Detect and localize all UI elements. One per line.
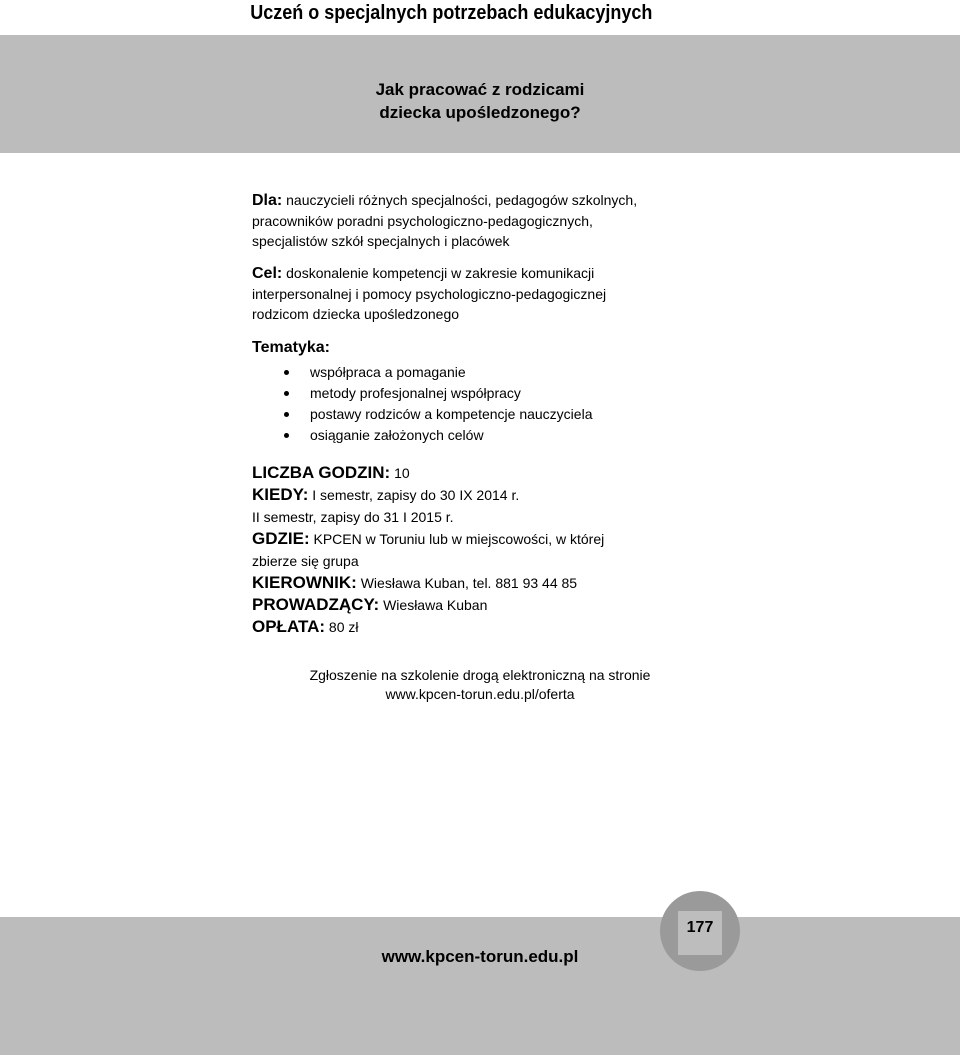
course-title-line-2: dziecka upośledzonego? xyxy=(379,103,581,122)
topics-section xyxy=(252,336,722,446)
registration-text: Zgłoszenie na szkolenie drogą elektroniczną na stronie xyxy=(309,667,651,683)
when-value-2: II semestr, zapisy do 31 I 2015 r. xyxy=(252,509,454,525)
when-value-1: I semestr, zapisy do 30 IX 2014 r. xyxy=(312,487,520,503)
where-label: GDZIE: xyxy=(252,529,310,548)
instructor-value: Wiesława Kuban xyxy=(383,597,488,613)
bullet-icon xyxy=(284,433,289,438)
instructor-label: PROWADZĄCY: xyxy=(252,595,380,614)
footer-url[interactable]: www.kpcen-torun.edu.pl xyxy=(381,947,579,966)
audience-text-1: nauczycieli różnych specjalności, pedagogów szkolnych, xyxy=(286,192,638,208)
page-number: 177 xyxy=(686,919,714,936)
when-label: KIEDY: xyxy=(252,485,309,504)
topics-list xyxy=(252,362,722,446)
topics-label: Tematyka: xyxy=(252,339,330,356)
page-header-title: Uczeń o specjalnych potrzebach edukacyjnych xyxy=(250,2,653,24)
list-item: współpraca a pomaganie xyxy=(252,362,722,383)
course-description xyxy=(252,190,722,638)
bullet-icon xyxy=(284,370,289,375)
goal-text-2: interpersonalnej i pomocy psychologiczno-pedagogicznej xyxy=(252,286,607,302)
hours-label: LICZBA GODZIN: xyxy=(252,463,391,482)
manager-value: Wiesława Kuban, tel. 881 93 44 85 xyxy=(360,575,578,591)
where-value-1: KPCEN w Toruniu lub w miejscowości, w której xyxy=(313,531,605,547)
list-item: metody profesjonalnej współpracy xyxy=(252,383,722,404)
hours-value: 10 xyxy=(394,465,410,481)
course-details xyxy=(252,462,722,638)
bullet-icon xyxy=(284,391,289,396)
registration-link[interactable]: www.kpcen-torun.edu.pl/oferta xyxy=(385,686,575,702)
goal-text-3: rodzicom dziecka upośledzonego xyxy=(252,306,460,322)
course-title-line-1: Jak pracować z rodzicami xyxy=(375,80,585,99)
where-value-2: zbierze się grupa xyxy=(252,553,359,569)
audience-text-2: pracowników poradni psychologiczno-pedagogicznych, xyxy=(252,213,593,229)
list-item: postawy rodziców a kompetencje nauczyciela xyxy=(252,404,722,425)
fee-value: 80 zł xyxy=(328,619,359,635)
audience-label: Dla: xyxy=(252,192,283,209)
bullet-icon xyxy=(284,412,289,417)
audience-text-3: specjalistów szkół specjalnych i placówek xyxy=(252,233,510,249)
goal-text-1: doskonalenie kompetencji w zakresie komunikacji xyxy=(286,265,595,281)
manager-label: KIEROWNIK: xyxy=(252,573,357,592)
footer-band xyxy=(0,917,960,1055)
goal-label: Cel: xyxy=(252,265,283,282)
audience-section xyxy=(252,190,722,251)
list-item: osiąganie założonych celów xyxy=(252,425,722,446)
goal-section xyxy=(252,263,722,324)
fee-label: OPŁATA: xyxy=(252,617,326,636)
